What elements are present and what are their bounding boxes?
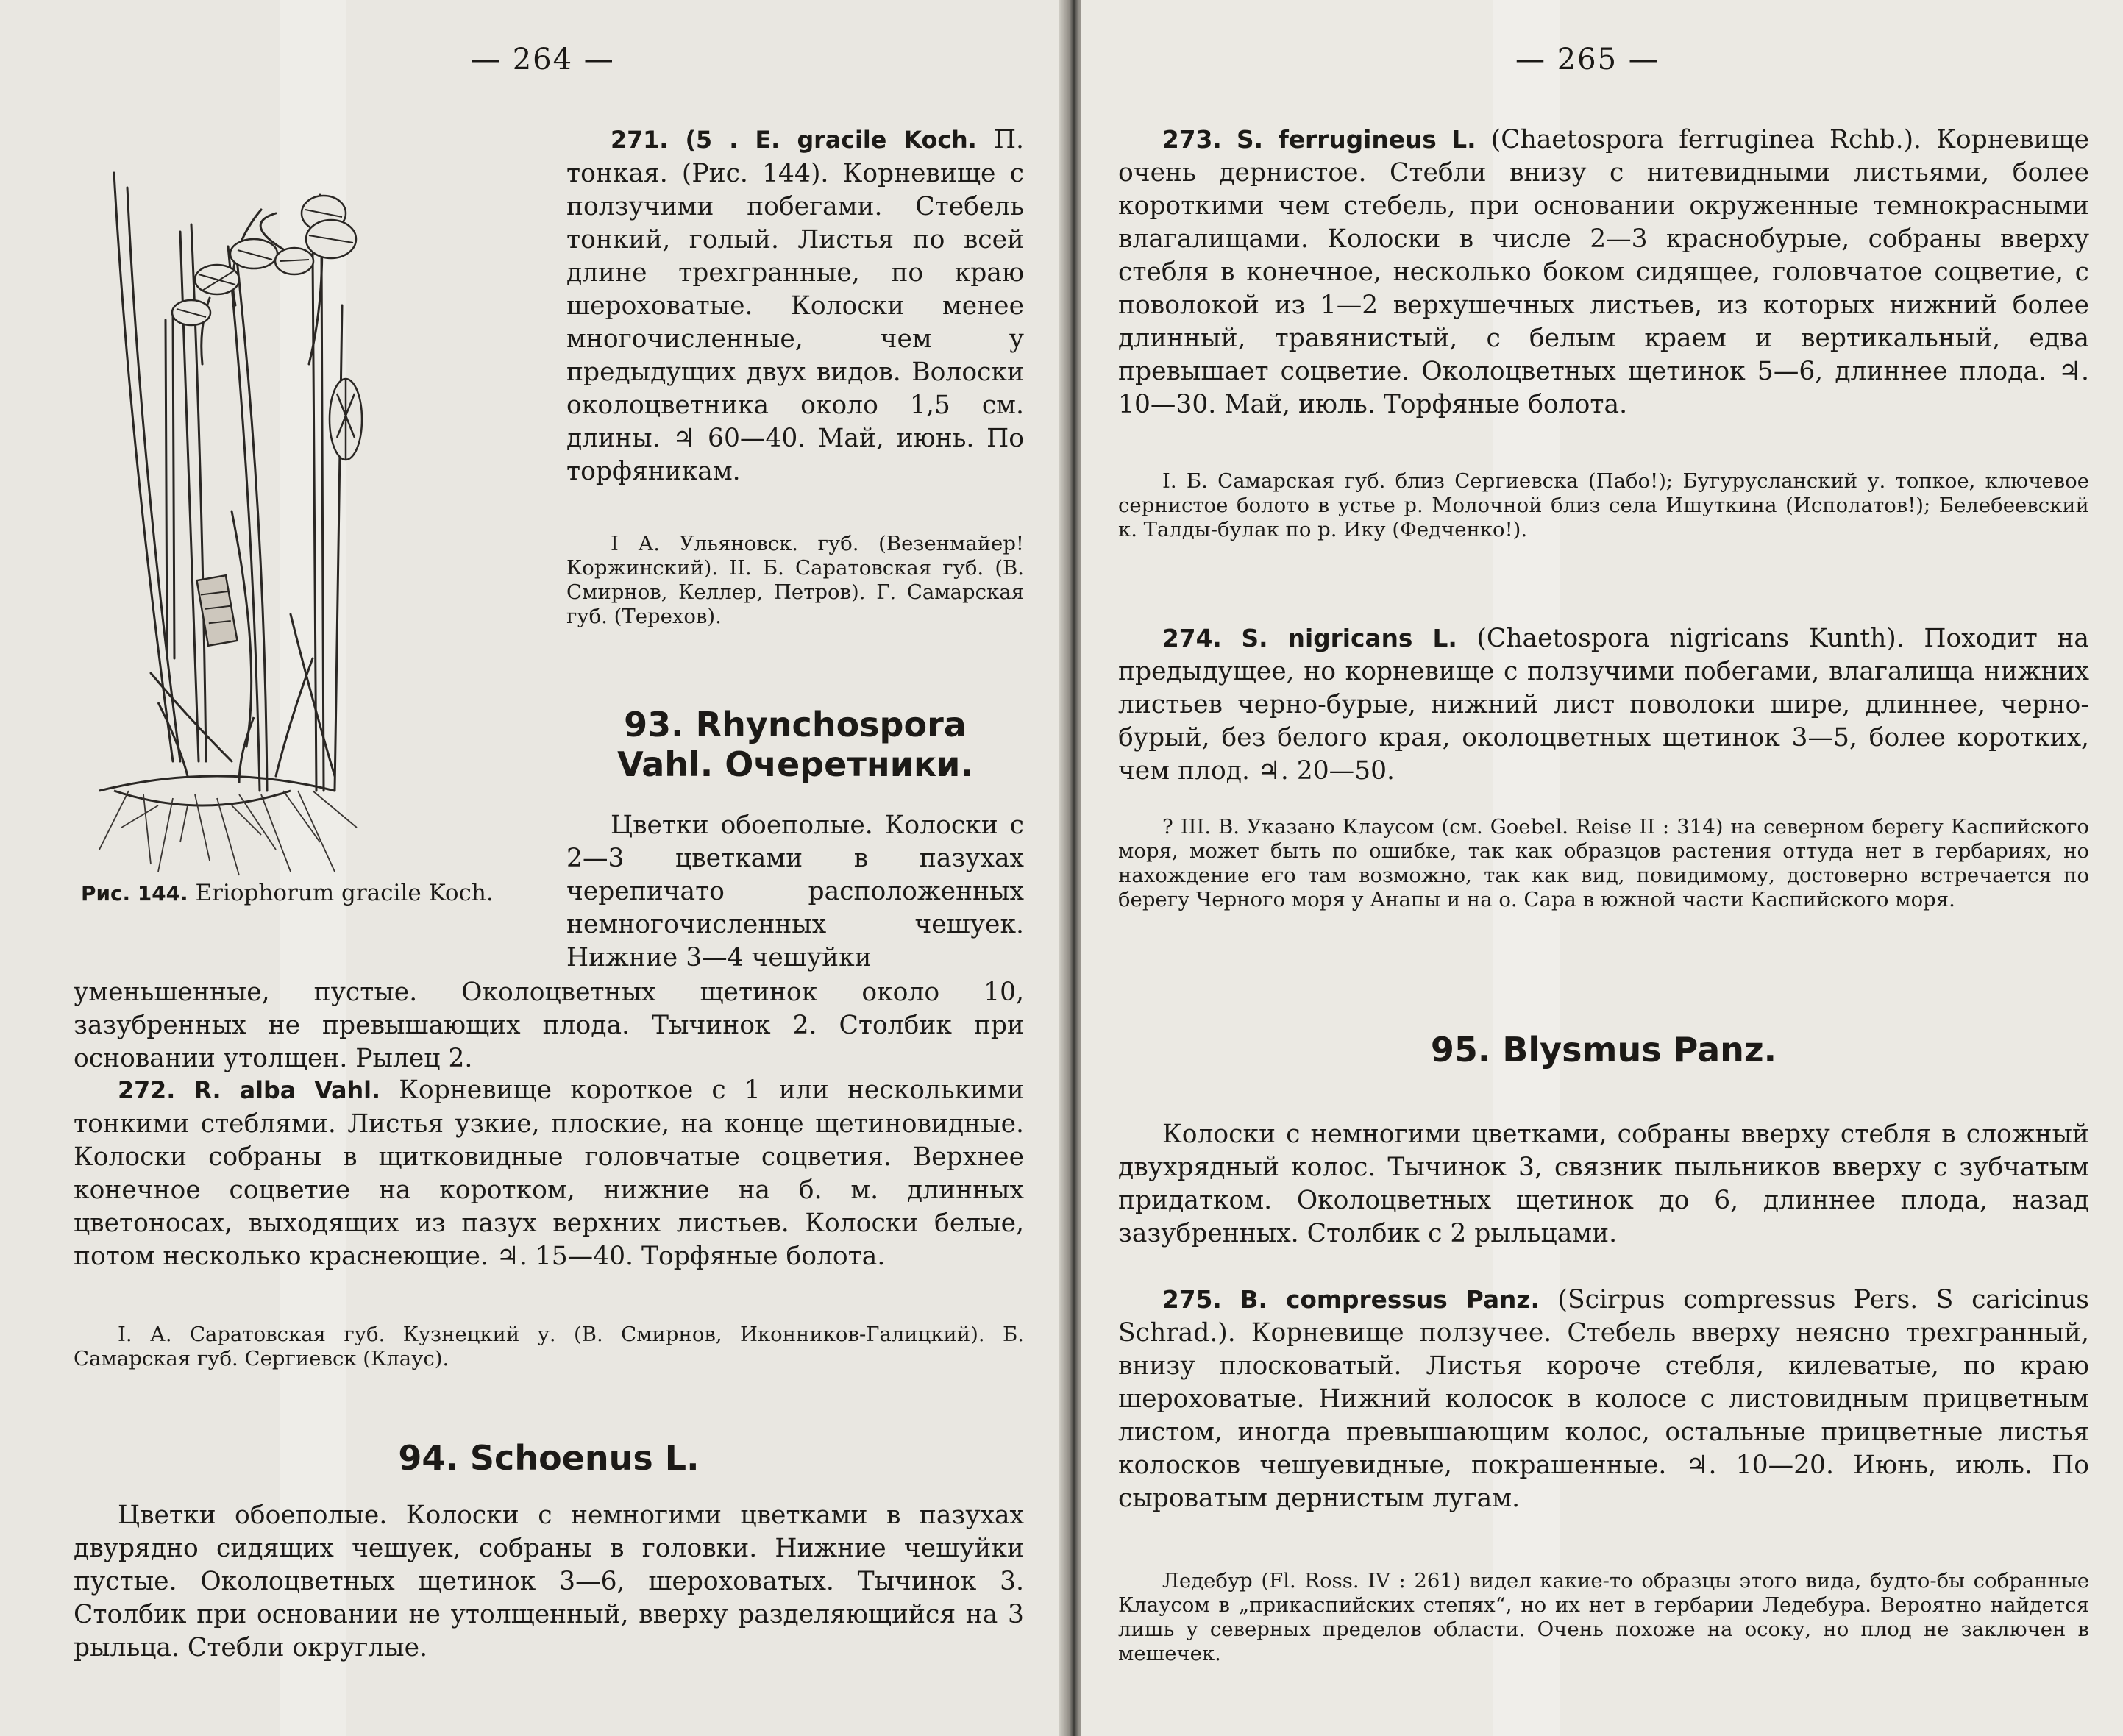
- genus-95-description: Колоски с немногими цветками, собраны вверху стебля в сложный двухрядный колос. Тычинок 3, связник пыльников вверху с зубчатым придатком. Околоцветных щетинок до 6, длиннее плода, назад зазубренных. Столбик с 2 рыльцами.: [1118, 1120, 2089, 1248]
- species-272-text: Корневище короткое с 1 или несколькими тонкими стеблями. Листья узкие, плоские, на конце щетиновидные. Колоски собраны в щитковидные головчатые соцветия. Верхнее конечное соцветие на коротком, нижние на б. м. длинных цветоносах, выходящих из пазух верхних листьев. Колоски белые, потом несколько краснеющие. ♃. 15—40. Торфяные болота.: [74, 1075, 1025, 1271]
- species-273-text: (Chaetospora ferruginea Rchb.). Корневище очень дернистое. Стебли внизу с нитевидными листьями, более короткими чем стебель, при основании окруженные темнокрасными влагалищами. Колоски в числе 2—3 краснобурые, собраны вверху стебля в конечное, несколько боком сидящее, головчатое соцветие, с поволокой из 1—2 верхушечных листьев, из которых нижний более длинный, травянистый, с белым краем и вертикальный, едва превышает соцветие. Околоцветных щетинок 5—6, длиннее плода. ♃. 10—30. Май, июль. Торфяные болота.: [1118, 125, 2090, 419]
- genus-93-heading: [566, 705, 1024, 784]
- species-275-note: Ледебур (Fl. Ross. IV : 261) видел какие-то образцы этого вида, будто-бы собранные Клаусом в „прикаспийских степях“, но их нет в гербарии Ледебура. Вероятно найдется лишь у северных пределов области. Очень похоже на осоку, но плод не заключен в мешечек.: [1118, 1569, 2089, 1665]
- right-page: [1081, 0, 2123, 1736]
- species-272-localities: I. А. Саратовская губ. Кузнецкий у. (В. Смирнов, Иконников-Галицкий). Б. Самарская губ. Сергиевск (Клаус).: [74, 1323, 1024, 1370]
- species-274-text: (Chaetospora nigricans Kunth). Походит на предыдущее, но корневище с ползучими побегами, влагалища нижних листьев черно-бурые, нижний лист поволоки шире, длиннее, черно-бурый, без белого края, околоцветных щетинок 3—5, более коротких, чем плод. ♃. 20—50.: [1118, 624, 2089, 786]
- species-273-number: 273.: [1162, 126, 1222, 154]
- species-271-lead: (5 . E. gracile Koch.: [685, 127, 977, 154]
- genus-93-description-narrow: Цветки обоеполые. Колоски с 2—3 цветками в пазухах черепичато расположенных немногочисленных чешуек. Нижние 3—4 чешуйки: [566, 811, 1024, 972]
- species-273-localities: I. Б. Самарская губ. близ Сергиевска (Пабо!); Бугурусланский у. топкое, ключевое сернистое болото в устье р. Молочной близ села Ишуткина (Исполатов!); Белебеевский к. Талды-булак по р. Ику (Федченко!).: [1118, 469, 2089, 541]
- species-273-description: [1118, 124, 2089, 421]
- page-number-right: — 265 —: [1515, 43, 1660, 77]
- species-271-text: П. тонкая. (Рис. 144). Корневище с ползучими побегами. Стебель тонкий, голый. Листья по всей длине трехгранные, по краю шероховатые. Колоски менее многочисленные, чем у предыдущих двух видов. Волоски околоцветника около 1,5 см. длины. ♃ 60—40. Май, июнь. По торфяникам.: [566, 125, 1025, 486]
- species-271-localities: I А. Ульяновск. губ. (Везенмайер! Коржинский). II. Б. Саратовская губ. (В. Смирнов, Келлер, Петров). Г. Самарская губ. (Терехов).: [566, 532, 1024, 628]
- genus-93-description-wide: уменьшенные, пустые. Околоцветных щетинок около 10, зазубренных не превышающих плода. Тычинок 2. Столбик при основании утолщен. Рылец 2.: [74, 978, 1024, 1073]
- genus-94-description: Цветки обоеполые. Колоски с немногими цветками в пазухах двурядно сидящих чешуек, собраны в головки. Нижние чешуйки пустые. Околоцветных щетинок 3—6, шероховатых. Тычинок 3. Столбик при основании не утолщенный, вверху разделяющийся на 3 рыльца. Стебли округлые.: [74, 1501, 1024, 1662]
- caption-text: Eriophorum gracile Koch.: [195, 880, 494, 906]
- species-275-number: 275.: [1162, 1286, 1222, 1314]
- genus-93-heading-line2: Vahl. Очеретники.: [617, 744, 973, 784]
- species-274-lead: S. nigricans L.: [1241, 625, 1457, 652]
- species-271-description: [566, 124, 1024, 488]
- species-274-number: 274.: [1162, 625, 1222, 652]
- genus-93-heading-line1: 93. Rhynchospora: [624, 705, 967, 744]
- genus-94-heading: 94. Schoenus L.: [398, 1438, 700, 1478]
- figure-144-eriophorum-illustration: [70, 143, 511, 879]
- species-274-description: [1118, 622, 2089, 788]
- species-272-number: 272.: [118, 1078, 176, 1104]
- page-number-left: — 264 —: [471, 43, 615, 77]
- species-273-lead: S. ferrugineus L.: [1236, 126, 1476, 154]
- species-272-lead: R. alba Vahl.: [193, 1078, 381, 1104]
- species-274-localities: ? III. В. Указано Клаусом (см. Goebel. Reise II : 314) на северном берегу Каспийского моря, может быть по ошибке, так как образцов растения оттуда нет в гербариях, но нахождение его там возможно, так как вид, повидимому, достоверно встречается по берегу Черного моря у Анапы и на о. Сара в южной части Каспийского моря.: [1118, 815, 2089, 911]
- species-275-text: (Scirpus compressus Pers. S caricinus Schrad.). Корневище ползучее. Стебель вверху неясно трехгранный, внизу плосковатый. Листья короче стебля, килеватые, по краю шероховатые. Нижний колосок в колосе с листовидным прицветным листом, иногда превышающим колос, остальные прицветные листья колосков чешуевидные, покрашенные. ♃. 10—20. Июнь, июль. По сыроватым дернистым лугам.: [1118, 1285, 2089, 1513]
- species-275-description: [1118, 1284, 2089, 1515]
- caption-label: Рис. 144.: [81, 881, 188, 906]
- species-275-lead: B. compressus Panz.: [1240, 1286, 1540, 1314]
- species-272-description: [74, 1074, 1024, 1273]
- figure-caption: [81, 879, 530, 908]
- genus-95-heading: 95. Blysmus Panz.: [1430, 1030, 1777, 1070]
- species-271-number: 271.: [611, 127, 669, 154]
